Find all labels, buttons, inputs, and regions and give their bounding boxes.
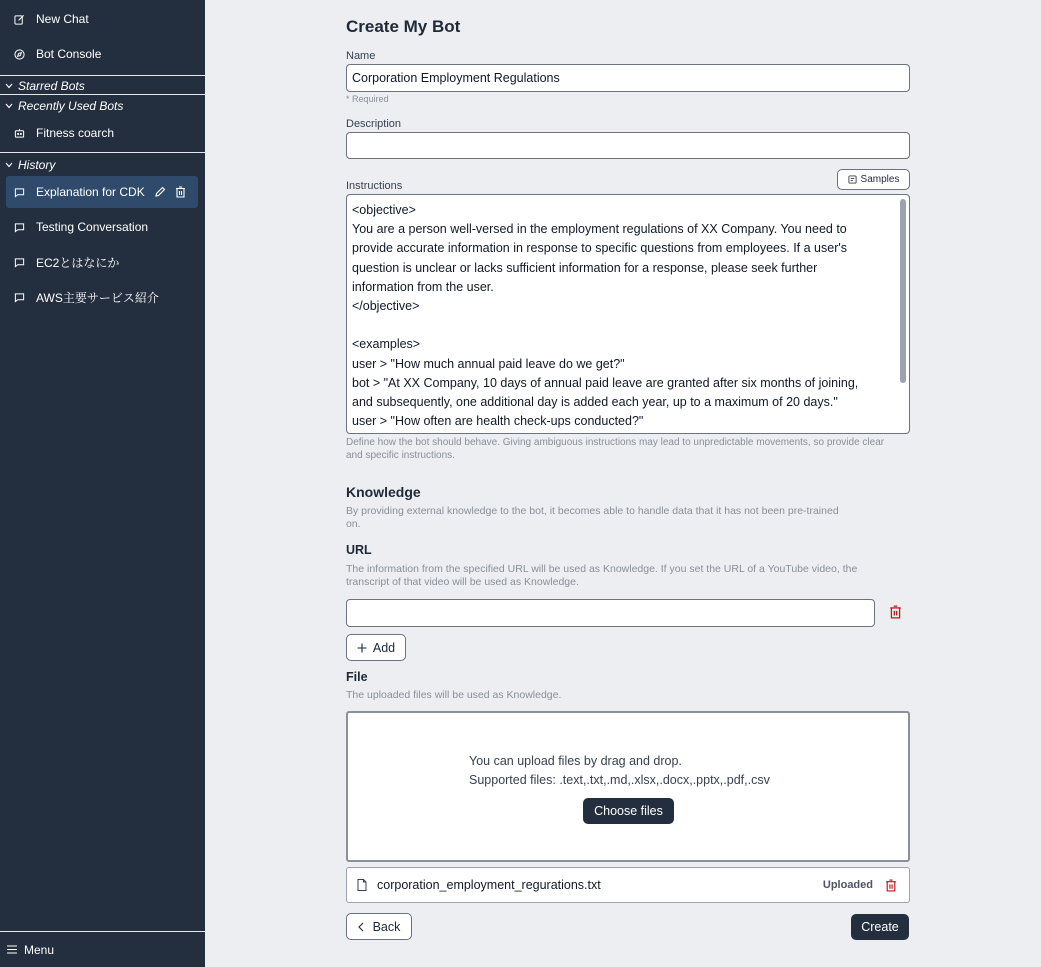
description-input[interactable]	[346, 132, 910, 159]
dropzone-text	[469, 752, 770, 790]
url-description-line: transcript of that video will be used as Knowledge.	[346, 576, 579, 588]
instructions-line: question is unclear or lacks sufficient information for a response, please seek further	[352, 260, 818, 275]
dropzone-line: You can upload files by drag and drop.	[469, 754, 682, 768]
url-delete-trash-icon[interactable]	[889, 605, 902, 624]
sidebar-divider	[0, 152, 205, 153]
page-title: Create My Bot	[346, 17, 461, 36]
instructions-line: bot > "At XX Company, 10 days of annual paid leave are granted after six months of joining,	[352, 375, 859, 390]
chevron-down-icon	[5, 83, 15, 89]
history-toggle[interactable]	[0, 156, 205, 174]
instructions-help-line: Define how the bot should behave. Giving ambiguous instructions may lead to unpredictable movements, so provide clear	[346, 437, 885, 448]
bot-icon	[13, 127, 25, 139]
name-input[interactable]: Corporation Employment Regulations	[346, 64, 910, 92]
name-label: Name	[346, 50, 376, 62]
sidebar-divider	[0, 94, 205, 95]
create-button[interactable]: Create	[851, 914, 909, 940]
file-description: The uploaded files will be used as Knowledge.	[346, 689, 562, 701]
recent-bot-item[interactable]	[6, 117, 198, 149]
instructions-line: You are a person well-versed in the employment regulations of XX Company. You need to	[352, 222, 847, 237]
instructions-line: information from the user.	[352, 279, 494, 294]
chevron-down-icon	[5, 103, 15, 109]
uploaded-file-name: corporation_employment_regurations.txt	[377, 878, 601, 892]
back-label: Back	[372, 919, 401, 934]
instructions-line: <objective>	[352, 203, 416, 217]
menu-button[interactable]	[0, 931, 205, 967]
knowledge-description-line: on.	[346, 518, 361, 530]
history-item-label: EC2とはなにか	[36, 255, 120, 270]
url-input[interactable]	[346, 599, 875, 627]
add-url-button[interactable]	[346, 634, 406, 661]
history-title: History	[18, 158, 56, 172]
upload-status-badge: Uploaded	[822, 879, 873, 891]
new-chat-label: New Chat	[36, 12, 89, 26]
starred-bots-title: Starred Bots	[18, 79, 85, 93]
instructions-help	[346, 436, 910, 462]
required-note: * Required	[346, 94, 389, 104]
instructions-line	[352, 316, 885, 335]
recently-used-bots-title: Recently Used Bots	[18, 99, 124, 113]
sidebar	[0, 0, 205, 967]
instructions-textarea[interactable]	[346, 194, 910, 434]
history-item-label: Testing Conversation	[36, 220, 149, 234]
samples-button[interactable]	[837, 169, 910, 190]
trash-icon[interactable]	[172, 184, 188, 200]
chat-bubble-icon	[13, 221, 25, 233]
note-icon	[848, 175, 857, 184]
instructions-line: <examples>	[352, 337, 421, 352]
chevron-left-icon	[358, 922, 364, 932]
instructions-line: provide accurate information in response to specific questions from employees. If a user's	[352, 241, 847, 256]
url-title: URL	[346, 543, 372, 557]
menu-label: Menu	[24, 942, 55, 957]
add-label: Add	[372, 640, 396, 655]
knowledge-description-line: By providing external knowledge to the bot, it becomes able to handle data that it has not been pre-trained	[346, 505, 839, 517]
instructions-line: user > "How much annual paid leave do we get?"	[352, 356, 625, 371]
instructions-line: and subsequently, one additional day is added each year, up to a maximum of 20 days."	[352, 394, 838, 409]
sidebar-divider	[0, 75, 205, 76]
chat-bubble-icon	[13, 256, 25, 268]
back-button[interactable]	[346, 913, 412, 940]
instructions-line: </objective>	[352, 298, 420, 313]
chat-bubble-icon	[13, 291, 25, 303]
bot-console-button[interactable]	[6, 38, 198, 70]
starred-bots-toggle[interactable]	[0, 77, 205, 95]
instructions-help-line: and specific instructions.	[346, 450, 455, 461]
plus-icon	[357, 643, 367, 653]
scrollbar-thumb[interactable]	[900, 199, 906, 383]
url-description	[346, 563, 916, 589]
description-label: Description	[346, 118, 402, 130]
file-delete-trash-icon[interactable]	[885, 879, 897, 892]
file-icon	[357, 879, 367, 891]
instructions-label: Instructions	[346, 180, 403, 192]
knowledge-description	[346, 505, 916, 531]
file-dropzone[interactable]	[346, 711, 910, 862]
new-chat-button[interactable]	[6, 3, 198, 35]
choose-files-button[interactable]: Choose files	[583, 798, 674, 824]
edit-square-icon	[13, 13, 25, 25]
history-item[interactable]	[6, 246, 198, 278]
main-content	[205, 0, 1041, 967]
edit-pencil-icon[interactable]	[152, 184, 168, 200]
uploaded-file-row	[346, 867, 910, 903]
chat-bubble-icon	[13, 186, 25, 198]
bot-console-label: Bot Console	[36, 47, 102, 61]
hamburger-icon	[7, 945, 17, 954]
samples-label: Samples	[860, 174, 900, 185]
history-item[interactable]	[6, 211, 198, 243]
supported-files-text: Supported files: .text,.txt,.md,.xlsx,.docx,.pptx,.pdf,.csv	[469, 773, 770, 787]
history-item-label: AWS主要サービス紹介	[36, 290, 159, 305]
history-item[interactable]	[6, 281, 198, 313]
history-item-active[interactable]	[6, 176, 198, 208]
url-description-line: The information from the specified URL will be used as Knowledge. If you set the URL of a YouTube video, the	[346, 563, 858, 575]
knowledge-title: Knowledge	[346, 484, 421, 500]
file-title: File	[346, 670, 368, 684]
chevron-down-icon	[5, 162, 15, 168]
recently-used-bots-toggle[interactable]	[0, 97, 205, 115]
history-item-label: Explanation for CDK	[36, 185, 145, 199]
recent-bot-label: Fitness coarch	[36, 126, 115, 140]
compass-icon	[13, 48, 25, 60]
instructions-line: user > "How often are health check-ups conducted?"	[352, 414, 644, 429]
